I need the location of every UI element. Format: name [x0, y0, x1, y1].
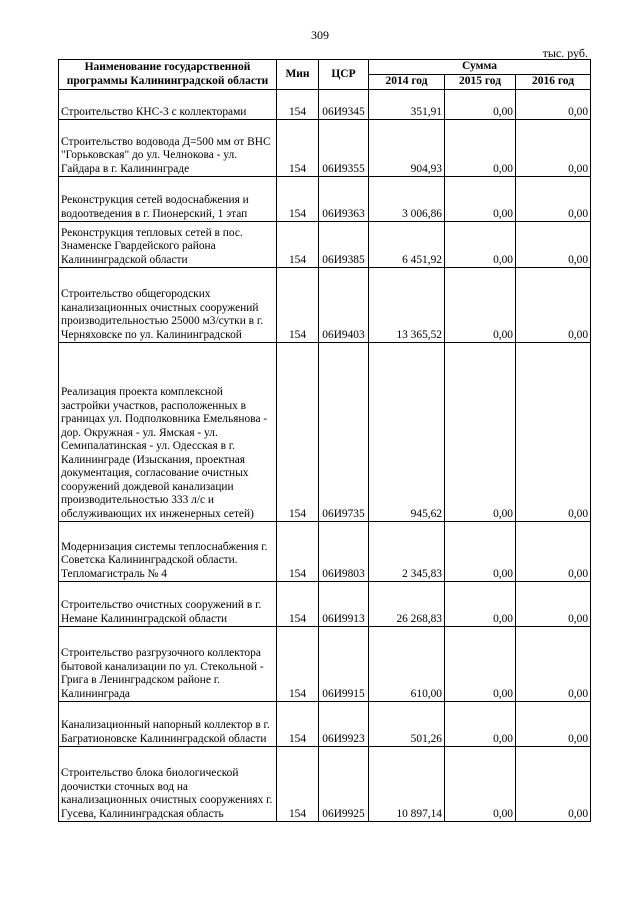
row-csr: 06И9355 — [319, 120, 369, 177]
row-csr: 06И9913 — [319, 582, 369, 627]
row-min: 154 — [277, 222, 319, 268]
row-name: Реконструкция сетей водоснабжения и водоотведения в г. Пионерский, 1 этап — [59, 177, 277, 222]
row-csr: 06И9363 — [319, 177, 369, 222]
row-min: 154 — [277, 702, 319, 747]
row-2015: 0,00 — [445, 627, 516, 702]
row-2016: 0,00 — [516, 343, 591, 522]
table-row — [59, 90, 591, 120]
row-csr: 06И9735 — [319, 343, 369, 522]
row-name: Строительство КНС-3 с коллекторами — [59, 90, 277, 120]
table-row — [59, 343, 591, 522]
table-row — [59, 582, 591, 627]
header-year-2016: 2016 год — [516, 75, 591, 90]
row-min: 154 — [277, 90, 319, 120]
row-2016: 0,00 — [516, 702, 591, 747]
row-2015: 0,00 — [445, 582, 516, 627]
header-min: Мин — [277, 60, 319, 90]
row-min: 154 — [277, 522, 319, 582]
row-2014: 3 006,86 — [369, 177, 445, 222]
row-2015: 0,00 — [445, 747, 516, 822]
row-name: Канализационный напорный коллектор в г. Багратионовске Калининградской области — [59, 702, 277, 747]
row-min: 154 — [277, 177, 319, 222]
row-csr: 06И9385 — [319, 222, 369, 268]
row-name: Строительство общегородских канализационных очистных сооружений производительностью 25000 м3/сутки в г. Черняховске по ул. Калининградской — [59, 268, 277, 343]
row-2015: 0,00 — [445, 343, 516, 522]
row-2015: 0,00 — [445, 522, 516, 582]
table-row — [59, 747, 591, 822]
table-row — [59, 702, 591, 747]
row-name: Модернизация системы теплоснабжения г. Советска Калининградской области. Тепломагистраль № 4 — [59, 522, 277, 582]
row-2016: 0,00 — [516, 747, 591, 822]
row-2014: 351,91 — [369, 90, 445, 120]
row-2016: 0,00 — [516, 627, 591, 702]
row-2015: 0,00 — [445, 702, 516, 747]
header-csr: ЦСР — [319, 60, 369, 90]
row-2014: 610,00 — [369, 627, 445, 702]
budget-table — [58, 59, 591, 822]
row-2015: 0,00 — [445, 120, 516, 177]
row-2016: 0,00 — [516, 268, 591, 343]
row-csr: 06И9345 — [319, 90, 369, 120]
header-sum: Сумма — [369, 60, 591, 75]
header-year-2015: 2015 год — [445, 75, 516, 90]
row-2014: 945,62 — [369, 343, 445, 522]
row-name: Реализация проекта комплексной застройки участков, расположенных в границах ул. Подполковника Емельянова - дор. Окружная - ул. Ямская - ул. Семипалатинская - ул. Одесская в г. Калининграде (Изыскания, проектная документация, согласование очистных сооружений дождевой канализации производительностью 333 л/с и обслуживающих их инженерных сетей) — [59, 343, 277, 522]
row-min: 154 — [277, 343, 319, 522]
row-2014: 10 897,14 — [369, 747, 445, 822]
row-csr: 06И9915 — [319, 627, 369, 702]
row-min: 154 — [277, 268, 319, 343]
table-row — [59, 177, 591, 222]
row-name: Строительство очистных сооружений в г. Немане Калининградской области — [59, 582, 277, 627]
page-number: 309 — [311, 28, 329, 42]
row-2015: 0,00 — [445, 222, 516, 268]
row-2015: 0,00 — [445, 177, 516, 222]
row-name: Реконструкция тепловых сетей в пос. Знаменске Гвардейского района Калининградской области — [59, 222, 277, 268]
table-row — [59, 222, 591, 268]
table-row — [59, 268, 591, 343]
row-2016: 0,00 — [516, 222, 591, 268]
row-2016: 0,00 — [516, 582, 591, 627]
row-min: 154 — [277, 582, 319, 627]
row-csr: 06И9803 — [319, 522, 369, 582]
header-name: Наименование государственной программы Калининградской области — [59, 60, 277, 90]
row-2014: 26 268,83 — [369, 582, 445, 627]
row-2016: 0,00 — [516, 177, 591, 222]
row-min: 154 — [277, 120, 319, 177]
header-year-2014: 2014 год — [369, 75, 445, 90]
row-csr: 06И9925 — [319, 747, 369, 822]
table-row — [59, 627, 591, 702]
row-csr: 06И9923 — [319, 702, 369, 747]
row-name: Строительство водовода Д=500 мм от ВНС "Горьковская" до ул. Челнокова - ул. Гайдара в г. Калининграде — [59, 120, 277, 177]
row-2014: 904,93 — [369, 120, 445, 177]
row-min: 154 — [277, 747, 319, 822]
row-min: 154 — [277, 627, 319, 702]
row-2015: 0,00 — [445, 268, 516, 343]
row-2015: 0,00 — [445, 90, 516, 120]
row-csr: 06И9403 — [319, 268, 369, 343]
units-label: тыс. руб. — [542, 46, 588, 60]
row-name: Строительство блока биологической доочистки сточных вод на канализационных очистных сооружениях г. Гусева, Калининградская область — [59, 747, 277, 822]
row-2014: 501,26 — [369, 702, 445, 747]
table-row — [59, 120, 591, 177]
row-2014: 2 345,83 — [369, 522, 445, 582]
row-name: Строительство разгрузочного коллектора бытовой канализации по ул. Стекольной - Грига в Ленинградском районе г. Калининграда — [59, 627, 277, 702]
table-row — [59, 522, 591, 582]
row-2016: 0,00 — [516, 90, 591, 120]
row-2014: 13 365,52 — [369, 268, 445, 343]
row-2016: 0,00 — [516, 522, 591, 582]
row-2014: 6 451,92 — [369, 222, 445, 268]
row-2016: 0,00 — [516, 120, 591, 177]
